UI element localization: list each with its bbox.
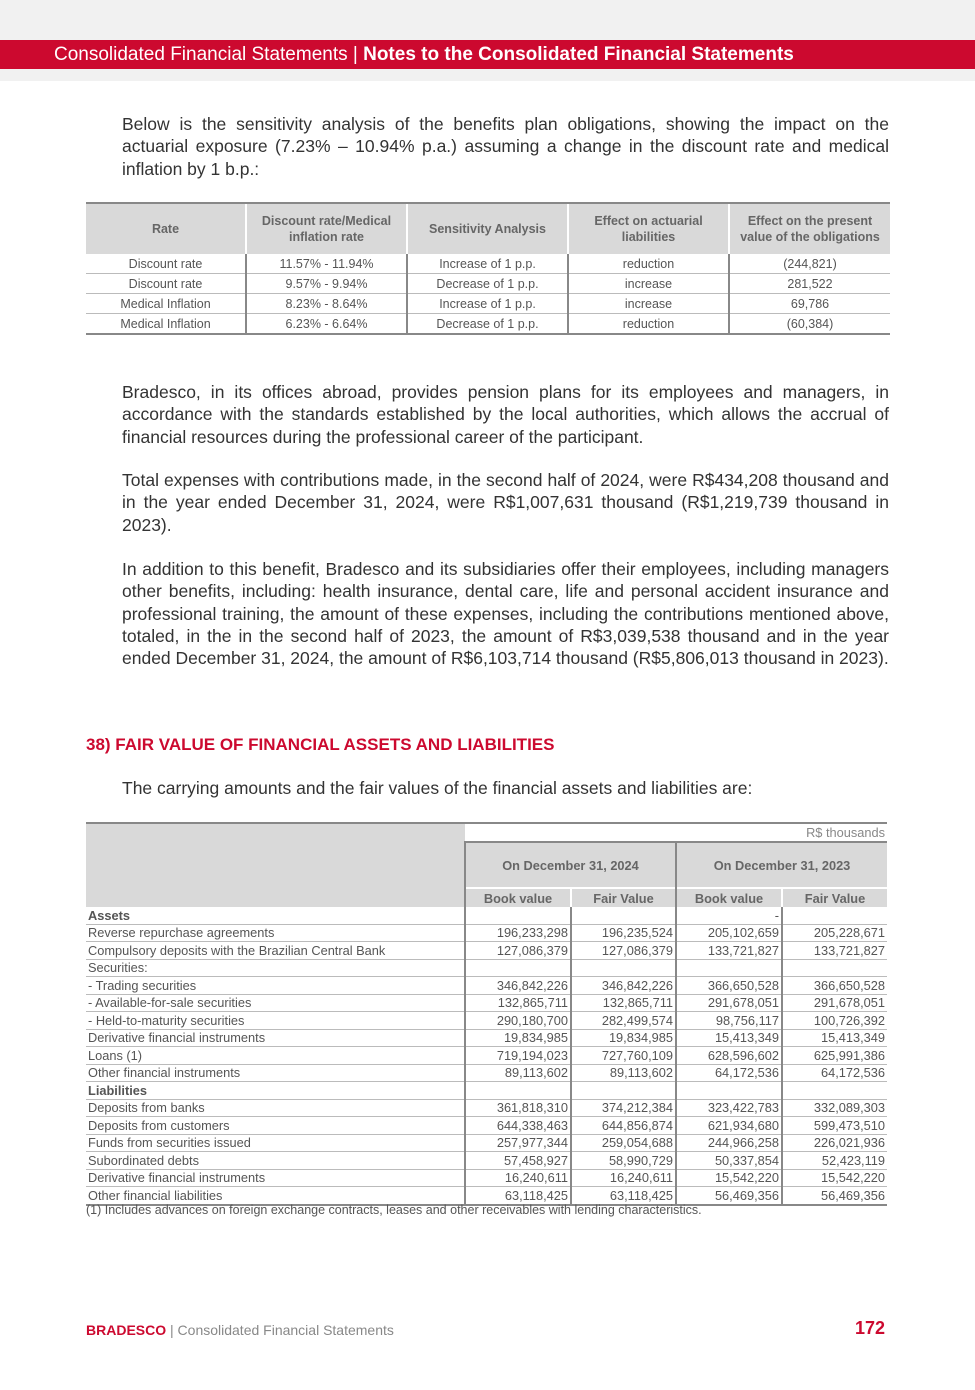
value-cell: 16,240,611 <box>571 1169 676 1187</box>
value-cell: 19,834,985 <box>465 1029 571 1047</box>
table-row <box>86 1047 887 1065</box>
fair-value-table <box>86 822 887 1206</box>
table-cell: 8.23% - 8.64% <box>246 294 407 314</box>
value-cell: 291,678,051 <box>782 994 887 1012</box>
row-label: - Trading securities <box>86 977 465 995</box>
table-footnote: (1) Includes advances on foreign exchange contracts, leases and other receivables with lending characteristics. <box>86 1203 702 1217</box>
table-cell: 9.57% - 9.94% <box>246 274 407 294</box>
value-cell <box>465 959 571 977</box>
value-cell <box>465 1082 571 1100</box>
sensitivity-header-cell: Discount rate/Medical inflation rate <box>246 203 407 254</box>
value-cell: - <box>676 907 782 924</box>
row-label: Securities: <box>86 959 465 977</box>
row-label: - Available-for-sale securities <box>86 994 465 1012</box>
row-label: Derivative financial instruments <box>86 1029 465 1047</box>
table-row <box>86 274 890 294</box>
table-row <box>86 959 887 977</box>
value-cell: 57,458,927 <box>465 1152 571 1170</box>
table-row <box>86 1064 887 1082</box>
period-2024-header: On December 31, 2024 <box>465 842 676 888</box>
row-label: Assets <box>86 907 465 924</box>
period-2023-header: On December 31, 2023 <box>676 842 887 888</box>
value-cell <box>676 959 782 977</box>
row-label: Subordinated debts <box>86 1152 465 1170</box>
value-cell: 63,118,425 <box>571 1187 676 1205</box>
value-cell: 332,089,303 <box>782 1099 887 1117</box>
value-cell: 133,721,827 <box>782 942 887 960</box>
fair-value-corner-cell <box>86 823 465 907</box>
table-cell: (60,384) <box>729 314 890 335</box>
value-cell: 727,760,109 <box>571 1047 676 1065</box>
value-cell <box>782 959 887 977</box>
top-band <box>0 0 975 40</box>
sensitivity-header-cell: Effect on actuarial liabilities <box>568 203 729 254</box>
table-row <box>86 994 887 1012</box>
value-cell <box>782 1082 887 1100</box>
fair-value-intro-paragraph: The carrying amounts and the fair values of the financial assets and liabilities are: <box>122 778 753 798</box>
table-row <box>86 942 887 960</box>
value-cell: 196,235,524 <box>571 924 676 942</box>
page-header <box>0 40 975 69</box>
table-cell: 11.57% - 11.94% <box>246 254 407 274</box>
value-cell: 15,413,349 <box>782 1029 887 1047</box>
value-cell: 282,499,574 <box>571 1012 676 1030</box>
value-cell: 16,240,611 <box>465 1169 571 1187</box>
table-row <box>86 1187 887 1205</box>
value-cell: 89,113,602 <box>571 1064 676 1082</box>
value-cell: 346,842,226 <box>571 977 676 995</box>
value-cell: 244,966,258 <box>676 1134 782 1152</box>
benefits-paragraph: In addition to this benefit, Bradesco and its subsidiaries offer their employees, including managers other benefits, including: health insurance, dental care, life and personal accident insurance and professional training, the amount of these expenses, including the contributions mentioned above, totaled, in the in the second half of 2023, the amount of R$3,039,538 thousand and in the year ended December 31, 2024, the amount of R$6,103,714 thousand (R$5,806,013 thousand in 2023). <box>122 559 889 669</box>
value-cell: 127,086,379 <box>465 942 571 960</box>
value-cell: 346,842,226 <box>465 977 571 995</box>
value-cell: 644,338,463 <box>465 1117 571 1135</box>
value-cell: 133,721,827 <box>676 942 782 960</box>
row-label: Reverse repurchase agreements <box>86 924 465 942</box>
footer <box>86 1322 394 1338</box>
sensitivity-header-row <box>86 203 890 254</box>
row-label: Deposits from banks <box>86 1099 465 1117</box>
table-row <box>86 1029 887 1047</box>
value-cell <box>571 907 676 924</box>
table-row <box>86 1134 887 1152</box>
value-cell: 50,337,854 <box>676 1152 782 1170</box>
value-cell: 290,180,700 <box>465 1012 571 1030</box>
table-row <box>86 254 890 274</box>
table-cell: Increase of 1 p.p. <box>407 294 568 314</box>
value-cell: 15,542,220 <box>782 1169 887 1187</box>
value-cell: 366,650,528 <box>782 977 887 995</box>
book-value-2024-header: Book value <box>465 888 571 907</box>
row-label: Other financial liabilities <box>86 1187 465 1205</box>
value-cell: 56,469,356 <box>676 1187 782 1205</box>
value-cell: 361,818,310 <box>465 1099 571 1117</box>
value-cell: 205,102,659 <box>676 924 782 942</box>
value-cell: 132,865,711 <box>465 994 571 1012</box>
row-label: Funds from securities issued <box>86 1134 465 1152</box>
header-underband <box>0 69 975 81</box>
value-cell: 127,086,379 <box>571 942 676 960</box>
table-row <box>86 294 890 314</box>
contributions-paragraph: Total expenses with contributions made, in the second half of 2024, were R$434,208 thousand and in the year ended December 31, 2024, were R$1,007,631 thousand (R$1,219,739 thousand in 2023). <box>122 470 889 535</box>
value-cell: 621,934,680 <box>676 1117 782 1135</box>
units-label: R$ thousands <box>465 823 887 842</box>
table-cell: increase <box>568 294 729 314</box>
table-cell: Discount rate <box>86 254 246 274</box>
table-row <box>86 1012 887 1030</box>
value-cell: 89,113,602 <box>465 1064 571 1082</box>
header-separator: | <box>347 44 364 65</box>
row-label: - Held-to-maturity securities <box>86 1012 465 1030</box>
table-cell: 281,522 <box>729 274 890 294</box>
value-cell: 15,413,349 <box>676 1029 782 1047</box>
value-cell: 628,596,602 <box>676 1047 782 1065</box>
value-cell <box>676 1082 782 1100</box>
table-cell: 69,786 <box>729 294 890 314</box>
value-cell: 100,726,392 <box>782 1012 887 1030</box>
sensitivity-header-cell: Sensitivity Analysis <box>407 203 568 254</box>
value-cell: 98,756,117 <box>676 1012 782 1030</box>
value-cell: 63,118,425 <box>465 1187 571 1205</box>
value-cell: 291,678,051 <box>676 994 782 1012</box>
table-cell: Medical Inflation <box>86 294 246 314</box>
sensitivity-intro-paragraph: Below is the sensitivity analysis of the benefits plan obligations, showing the impact on the actuarial exposure (7.23% – 10.94% p.a.) assuming a change in the discount rate and medical inflation by 1 b.p.: <box>122 114 889 179</box>
value-cell: 625,991,386 <box>782 1047 887 1065</box>
value-cell: 132,865,711 <box>571 994 676 1012</box>
row-label: Deposits from customers <box>86 1117 465 1135</box>
table-cell: (244,821) <box>729 254 890 274</box>
section-title: 38) FAIR VALUE OF FINANCIAL ASSETS AND LIABILITIES <box>86 735 555 754</box>
table-row <box>86 977 887 995</box>
value-cell: 52,423,119 <box>782 1152 887 1170</box>
table-row <box>86 1082 887 1100</box>
table-cell: Decrease of 1 p.p. <box>407 314 568 335</box>
value-cell: 64,172,536 <box>676 1064 782 1082</box>
sensitivity-header-cell: Rate <box>86 203 246 254</box>
table-row <box>86 1117 887 1135</box>
footer-brand: BRADESCO <box>86 1322 167 1338</box>
value-cell: 64,172,536 <box>782 1064 887 1082</box>
header-section: Consolidated Financial Statements <box>54 44 348 65</box>
table-cell: Discount rate <box>86 274 246 294</box>
page-number: 172 <box>854 1318 885 1338</box>
value-cell: 205,228,671 <box>782 924 887 942</box>
value-cell: 257,977,344 <box>465 1134 571 1152</box>
value-cell: 374,212,384 <box>571 1099 676 1117</box>
value-cell: 644,856,874 <box>571 1117 676 1135</box>
table-cell: reduction <box>568 254 729 274</box>
row-label: Compulsory deposits with the Brazilian Central Bank <box>86 942 465 960</box>
table-cell: Decrease of 1 p.p. <box>407 274 568 294</box>
pension-paragraph: Bradesco, in its offices abroad, provides pension plans for its employees and managers, in accordance with the standards established by the local authorities, which allows the accrual of financial resources during the professional career of the participant. <box>122 382 889 447</box>
value-cell <box>465 907 571 924</box>
table-row <box>86 1099 887 1117</box>
fair-value-units-row <box>86 823 887 842</box>
sensitivity-header-cell: Effect on the present value of the obligations <box>729 203 890 254</box>
value-cell: 366,650,528 <box>676 977 782 995</box>
value-cell: 226,021,936 <box>782 1134 887 1152</box>
row-label: Liabilities <box>86 1082 465 1100</box>
table-cell: Medical Inflation <box>86 314 246 335</box>
table-cell: 6.23% - 6.64% <box>246 314 407 335</box>
row-label: Derivative financial instruments <box>86 1169 465 1187</box>
book-value-2023-header: Book value <box>676 888 782 907</box>
fair-value-2023-header: Fair Value <box>782 888 887 907</box>
value-cell: 323,422,783 <box>676 1099 782 1117</box>
value-cell: 56,469,356 <box>782 1187 887 1205</box>
value-cell: 259,054,688 <box>571 1134 676 1152</box>
value-cell: 196,233,298 <box>465 924 571 942</box>
footer-text: Consolidated Financial Statements <box>177 1322 394 1338</box>
table-row <box>86 1169 887 1187</box>
sensitivity-table <box>86 202 890 335</box>
value-cell: 19,834,985 <box>571 1029 676 1047</box>
footer-separator: | <box>166 1322 178 1338</box>
table-cell: reduction <box>568 314 729 335</box>
table-row <box>86 907 887 924</box>
table-row <box>86 1152 887 1170</box>
value-cell: 15,542,220 <box>676 1169 782 1187</box>
value-cell <box>571 959 676 977</box>
table-cell: Increase of 1 p.p. <box>407 254 568 274</box>
fair-value-2024-header: Fair Value <box>571 888 676 907</box>
value-cell <box>571 1082 676 1100</box>
table-row <box>86 924 887 942</box>
row-label: Other financial instruments <box>86 1064 465 1082</box>
row-label: Loans (1) <box>86 1047 465 1065</box>
header-subsection: Notes to the Consolidated Financial Statements <box>363 44 794 65</box>
value-cell: 719,194,023 <box>465 1047 571 1065</box>
value-cell: 599,473,510 <box>782 1117 887 1135</box>
value-cell <box>782 907 887 924</box>
table-row <box>86 314 890 335</box>
table-cell: increase <box>568 274 729 294</box>
value-cell: 58,990,729 <box>571 1152 676 1170</box>
